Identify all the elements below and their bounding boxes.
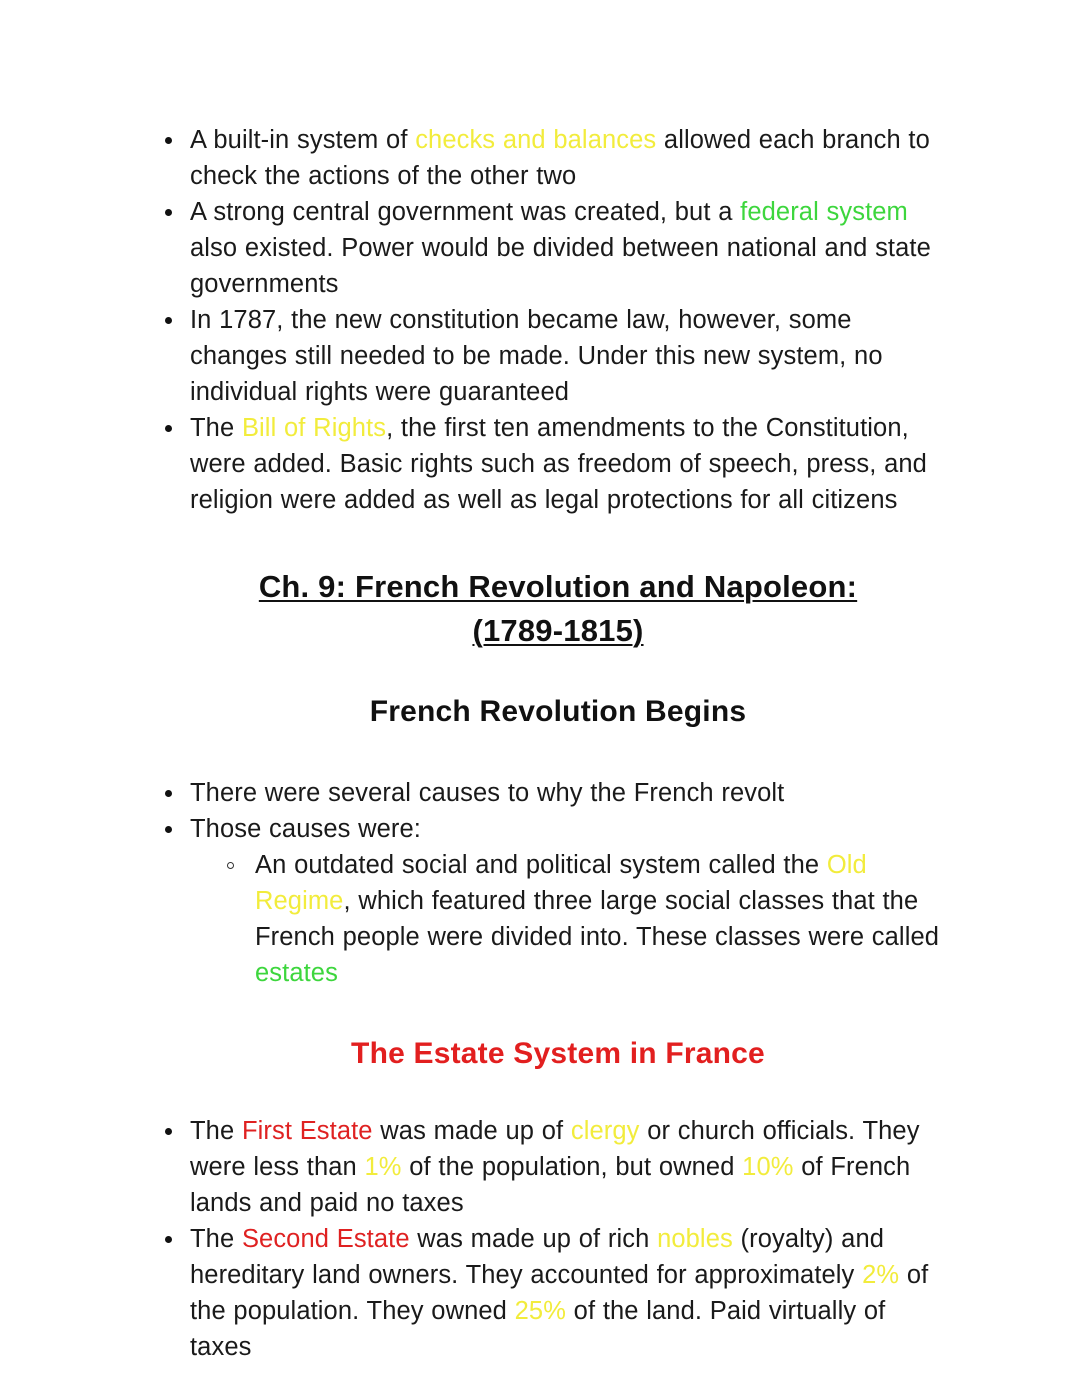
body-text: , the first ten amendments to the Constitution, were added. Basic rights such as freedom of speech, press, and religion were added as well as legal protections for all citizens xyxy=(190,414,927,514)
causes-bullet-list xyxy=(163,775,953,847)
list-item xyxy=(163,1113,953,1221)
estate-system-heading-text: The Estate System in France xyxy=(351,1037,765,1070)
highlighted-term: Bill of Rights xyxy=(241,414,387,442)
list-item xyxy=(163,811,953,847)
list-item xyxy=(163,194,953,302)
list-item xyxy=(163,410,953,518)
estate-bullet-list xyxy=(163,1113,953,1365)
body-text: Those causes were: xyxy=(190,815,421,843)
estate-system-heading xyxy=(163,1033,953,1075)
spacer-after-estate-heading xyxy=(163,1075,953,1113)
list-item xyxy=(163,775,953,811)
chapter-heading xyxy=(163,565,953,653)
highlighted-term: estates xyxy=(255,959,338,987)
body-text: The xyxy=(190,1225,242,1253)
causes-sub-bullet-list xyxy=(163,847,953,991)
body-text: allowed each branch to check the actions of the other two xyxy=(190,126,930,190)
spacer-after-chapter-heading xyxy=(163,653,953,691)
highlighted-term: Old Regime xyxy=(255,851,867,915)
highlighted-term: federal system xyxy=(740,198,908,226)
body-text: was made up of xyxy=(372,1117,571,1145)
list-item xyxy=(163,122,953,194)
body-text: A built-in system of xyxy=(190,126,416,154)
spacer-before-estate-heading xyxy=(163,991,953,1033)
list-item xyxy=(163,302,953,410)
highlighted-term: 2% xyxy=(862,1261,900,1289)
body-text: of French lands and paid no taxes xyxy=(190,1153,911,1217)
highlighted-term: checks and balances xyxy=(415,126,657,154)
highlighted-term: 10% xyxy=(742,1153,794,1181)
highlighted-term: clergy xyxy=(570,1117,640,1145)
body-text: The xyxy=(190,414,242,442)
highlighted-term: 1% xyxy=(364,1153,402,1181)
highlighted-term: nobles xyxy=(657,1225,733,1253)
highlighted-term: First Estate xyxy=(241,1117,373,1145)
body-text: A strong central government was created, but a xyxy=(190,198,741,226)
body-text: of the population, but owned xyxy=(401,1153,743,1181)
body-text: also existed. Power would be divided between national and state governments xyxy=(190,234,931,298)
spacer-before-chapter-heading xyxy=(163,518,953,565)
chapter-heading-line1: Ch. 9: French Revolution and Napoleon: xyxy=(258,569,858,604)
body-text: In 1787, the new constitution became law, however, some changes still needed to be made. Under this new system, no individual rights were guaranteed xyxy=(190,306,883,406)
spacer-after-section-heading xyxy=(163,733,953,775)
sub-list-item xyxy=(163,847,953,991)
list-item xyxy=(163,1221,953,1365)
section-heading-french-revolution-begins xyxy=(163,691,953,733)
section-heading-text: French Revolution Begins xyxy=(369,695,747,728)
body-text: , which featured three large social classes that the French people were divided into. These classes were called xyxy=(255,887,940,951)
body-text: was made up of rich xyxy=(409,1225,658,1253)
body-text: or church officials. They were less than xyxy=(190,1117,920,1181)
body-text: of the land. Paid virtually of taxes xyxy=(190,1297,886,1361)
highlighted-term: 25% xyxy=(514,1297,566,1325)
body-text: (royalty) and hereditary land owners. They accounted for approximately xyxy=(190,1225,885,1289)
highlighted-term: Second Estate xyxy=(241,1225,410,1253)
chapter-heading-line2: (1789-1815) xyxy=(472,613,644,648)
body-text: An outdated social and political system called the xyxy=(255,851,827,879)
body-text: There were several causes to why the French revolt xyxy=(190,779,785,807)
body-text: of the population. They owned xyxy=(190,1261,929,1325)
constitution-bullet-list xyxy=(163,122,953,518)
body-text: The xyxy=(190,1117,242,1145)
document-content xyxy=(163,122,953,1365)
